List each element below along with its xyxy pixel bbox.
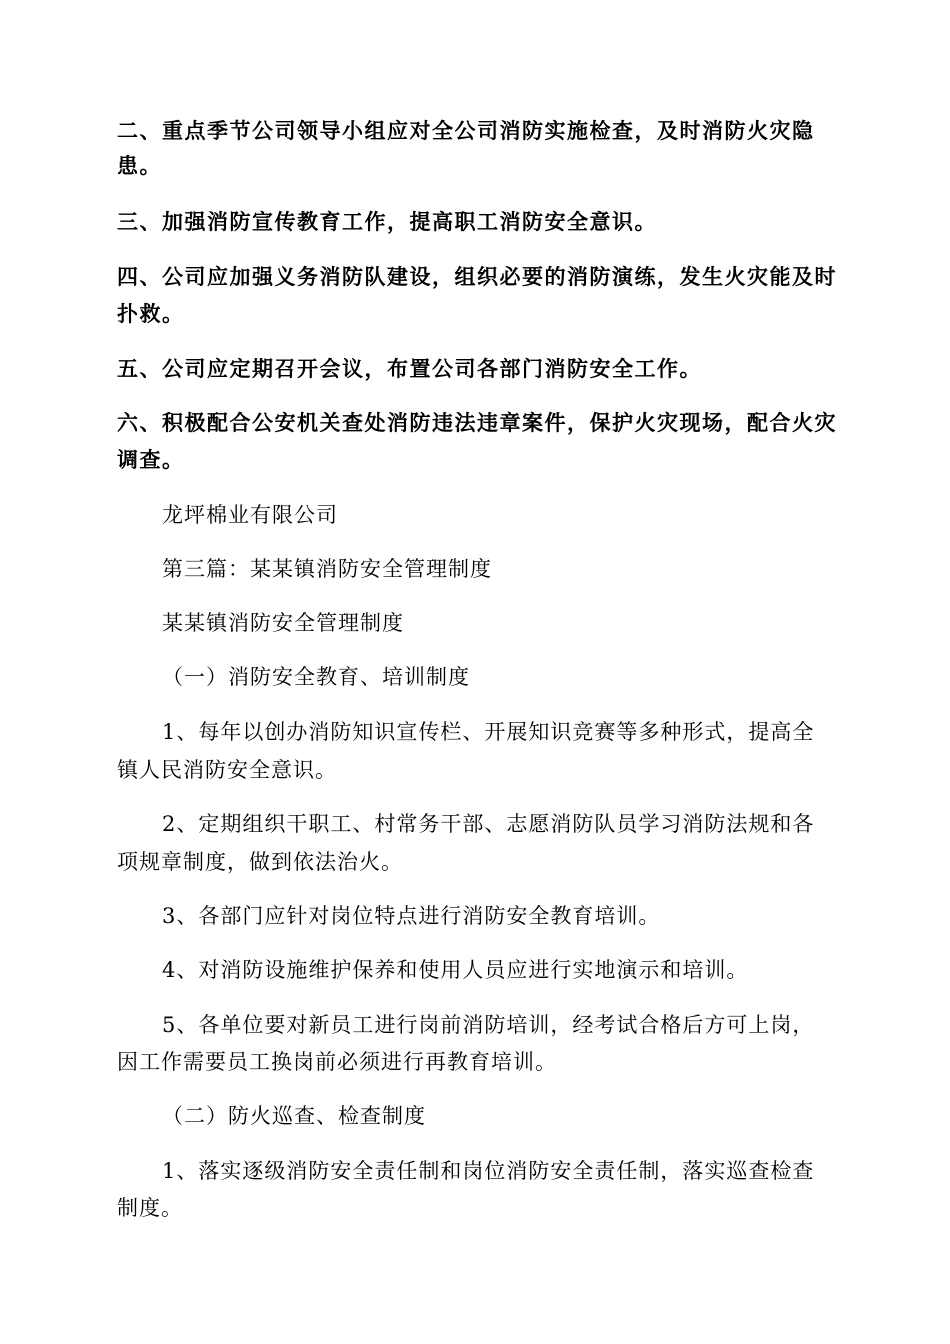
- section1-heading: （一）消防安全教育、培训制度: [162, 665, 470, 689]
- section1-item4: 4、对消防设施维护保养和使用人员应进行实地演示和培训。: [162, 958, 749, 982]
- bold-item-2-line2: 患。: [117, 154, 162, 178]
- section1-item5-line1: 5、各单位要对新员工进行岗前消防培训，经考试合格后方可上岗，: [162, 1013, 815, 1037]
- section1-item2-line1: 2、定期组织干职工、村常务干部、志愿消防队员学习消防法规和各: [162, 812, 815, 836]
- bold-item-4-line2: 扑救。: [117, 302, 185, 326]
- section2-item1-line1: 1、落实逐级消防安全责任制和岗位消防安全责任制，落实巡查检查: [162, 1159, 815, 1183]
- company-name: 龙坪棉业有限公司: [162, 503, 338, 527]
- bold-item-4-line1: 四、公司应加强义务消防队建设，组织必要的消防演练，发生火灾能及时: [117, 265, 837, 289]
- section2-heading: （二）防火巡查、检查制度: [162, 1104, 426, 1128]
- section1-item5-line2: 因工作需要员工换岗前必须进行再教育培训。: [117, 1050, 557, 1074]
- bold-item-5: 五、公司应定期召开会议，布置公司各部门消防安全工作。: [117, 357, 702, 381]
- bold-item-6-line2: 调查。: [117, 448, 185, 472]
- bold-item-6-line1: 六、积极配合公安机关查处消防违法违章案件，保护火灾现场，配合火灾: [117, 411, 837, 435]
- bold-item-3: 三、加强消防宣传教育工作，提高职工消防安全意识。: [117, 210, 657, 234]
- section1-item1-line1: 1、每年以创办消防知识宣传栏、开展知识竞赛等多种形式，提高全: [162, 720, 815, 744]
- document-title: 某某镇消防安全管理制度: [162, 611, 404, 635]
- bold-item-2-line1: 二、重点季节公司领导小组应对全公司消防实施检查，及时消防火灾隐: [117, 119, 815, 143]
- section2-item1-line2: 制度。: [117, 1196, 183, 1220]
- chapter-title: 第三篇：某某镇消防安全管理制度: [162, 557, 492, 581]
- section1-item1-line2: 镇人民消防安全意识。: [117, 758, 337, 782]
- section1-item2-line2: 项规章制度，做到依法治火。: [117, 850, 403, 874]
- section1-item3: 3、各部门应针对岗位特点进行消防安全教育培训。: [162, 904, 661, 928]
